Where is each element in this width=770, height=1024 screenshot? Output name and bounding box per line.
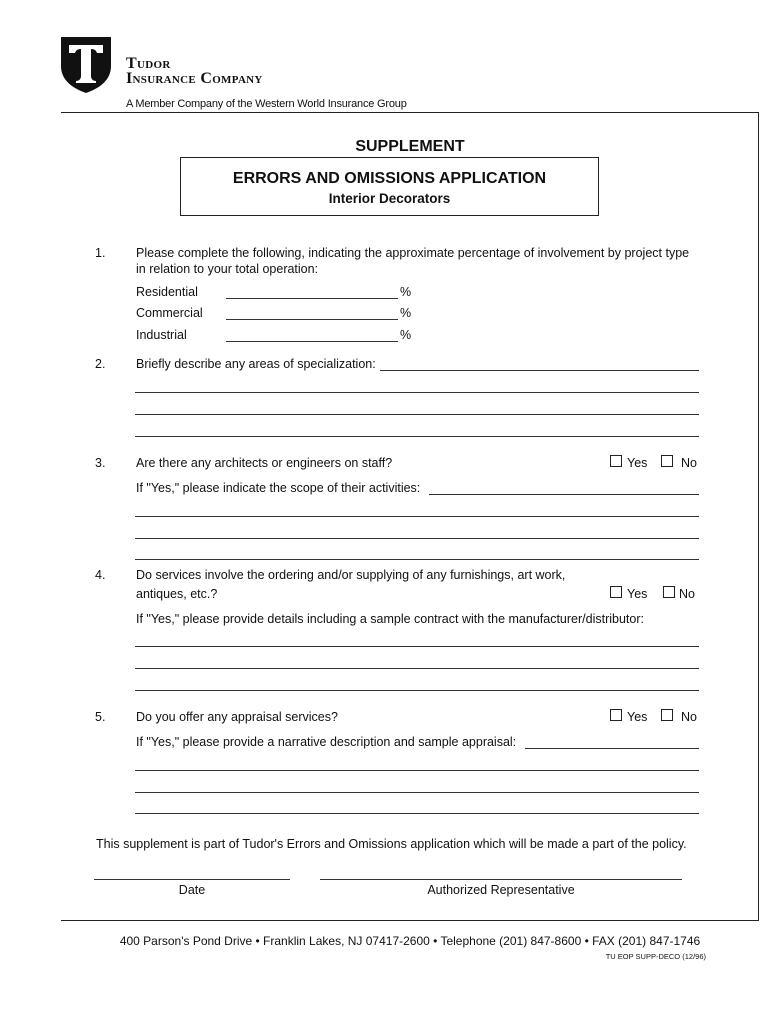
q3-followup: If "Yes," please indicate the scope of their activities: <box>136 481 421 495</box>
q5-yes-checkbox[interactable] <box>610 709 622 721</box>
q2-answer-line[interactable] <box>135 436 699 437</box>
q3-number: 3. <box>95 456 106 470</box>
q1-residential-field[interactable] <box>226 298 398 299</box>
tudor-logo <box>60 36 112 94</box>
q1-commercial-label: Commercial <box>136 306 203 320</box>
q3-yes-checkbox[interactable] <box>610 455 622 467</box>
representative-signature-line[interactable] <box>320 879 682 880</box>
company-name-line1: Tudor <box>126 55 171 72</box>
footer-address: 400 Parson's Pond Drive • Franklin Lakes, NJ 07417-2600 • Telephone (201) 847-8600 • FAX (201) 847-1746 <box>119 934 701 948</box>
q5-answer-line[interactable] <box>135 770 699 771</box>
q1-text-line1: Please complete the following, indicating the approximate percentage of involvement by project type <box>136 246 690 260</box>
q1-residential-label: Residential <box>136 285 198 299</box>
q3-yes-label: Yes <box>627 456 648 470</box>
q4-answer-line[interactable] <box>135 646 699 647</box>
company-name-line2: Insurance Company <box>126 70 263 87</box>
q5-number: 5. <box>95 710 106 724</box>
q4-text-line2: antiques, etc.? <box>136 587 218 601</box>
q3-no-label: No <box>681 456 697 470</box>
q1-industrial-field[interactable] <box>226 341 398 342</box>
q1-text-line2: in relation to your total operation: <box>136 262 319 276</box>
q1-industrial-label: Industrial <box>136 328 187 342</box>
q1-residential-percent: % <box>400 285 412 299</box>
q4-no-label: No <box>679 587 695 601</box>
q5-yes-label: Yes <box>627 710 648 724</box>
frame-right-rule <box>758 112 759 921</box>
q4-number: 4. <box>95 568 106 582</box>
date-label: Date <box>178 883 206 897</box>
date-signature-line[interactable] <box>94 879 290 880</box>
application-title: ERRORS AND OMISSIONS APPLICATION <box>232 170 547 187</box>
supplement-heading: SUPPLEMENT <box>355 138 465 155</box>
q4-yes-checkbox[interactable] <box>610 586 622 598</box>
q2-answer-line[interactable] <box>135 414 699 415</box>
frame-top-rule <box>61 112 759 113</box>
q4-no-checkbox[interactable] <box>663 586 675 598</box>
q2-number: 2. <box>95 357 106 371</box>
q5-no-checkbox[interactable] <box>661 709 673 721</box>
q1-industrial-percent: % <box>400 328 412 342</box>
q1-number: 1. <box>95 246 106 260</box>
q3-answer-line[interactable] <box>429 494 699 495</box>
q1-commercial-field[interactable] <box>226 319 398 320</box>
frame-bottom-rule <box>61 920 759 921</box>
q4-text-line1: Do services involve the ordering and/or supplying of any furnishings, art work, <box>136 568 566 582</box>
supplement-statement: This supplement is part of Tudor's Errors and Omissions application which will be made a part of the policy. <box>96 837 687 851</box>
representative-label: Authorized Representative <box>427 883 575 897</box>
q1-commercial-percent: % <box>400 306 412 320</box>
q5-text: Do you offer any appraisal services? <box>136 710 338 724</box>
q4-yes-label: Yes <box>627 587 648 601</box>
q3-no-checkbox[interactable] <box>661 455 673 467</box>
application-subtitle: Interior Decorators <box>328 191 451 206</box>
q4-answer-line[interactable] <box>135 690 699 691</box>
q5-answer-line[interactable] <box>525 748 699 749</box>
member-line: A Member Company of the Western World Insurance Group <box>126 98 407 110</box>
q2-answer-line[interactable] <box>135 392 699 393</box>
q5-no-label: No <box>681 710 697 724</box>
q4-answer-line[interactable] <box>135 668 699 669</box>
title-box <box>180 157 599 216</box>
q3-text: Are there any architects or engineers on staff? <box>136 456 393 470</box>
q2-answer-line[interactable] <box>380 370 699 371</box>
q5-followup: If "Yes," please provide a narrative description and sample appraisal: <box>136 735 517 749</box>
q3-answer-line[interactable] <box>135 559 699 560</box>
q2-text: Briefly describe any areas of specialization: <box>136 357 376 371</box>
q5-answer-line[interactable] <box>135 792 699 793</box>
company-name <box>126 56 263 86</box>
q3-answer-line[interactable] <box>135 516 699 517</box>
form-code: TU EOP SUPP-DECO (12/96) <box>605 952 706 961</box>
q5-answer-line[interactable] <box>135 813 699 814</box>
q3-answer-line[interactable] <box>135 538 699 539</box>
q4-followup: If "Yes," please provide details including a sample contract with the manufacturer/distributor: <box>136 612 644 626</box>
